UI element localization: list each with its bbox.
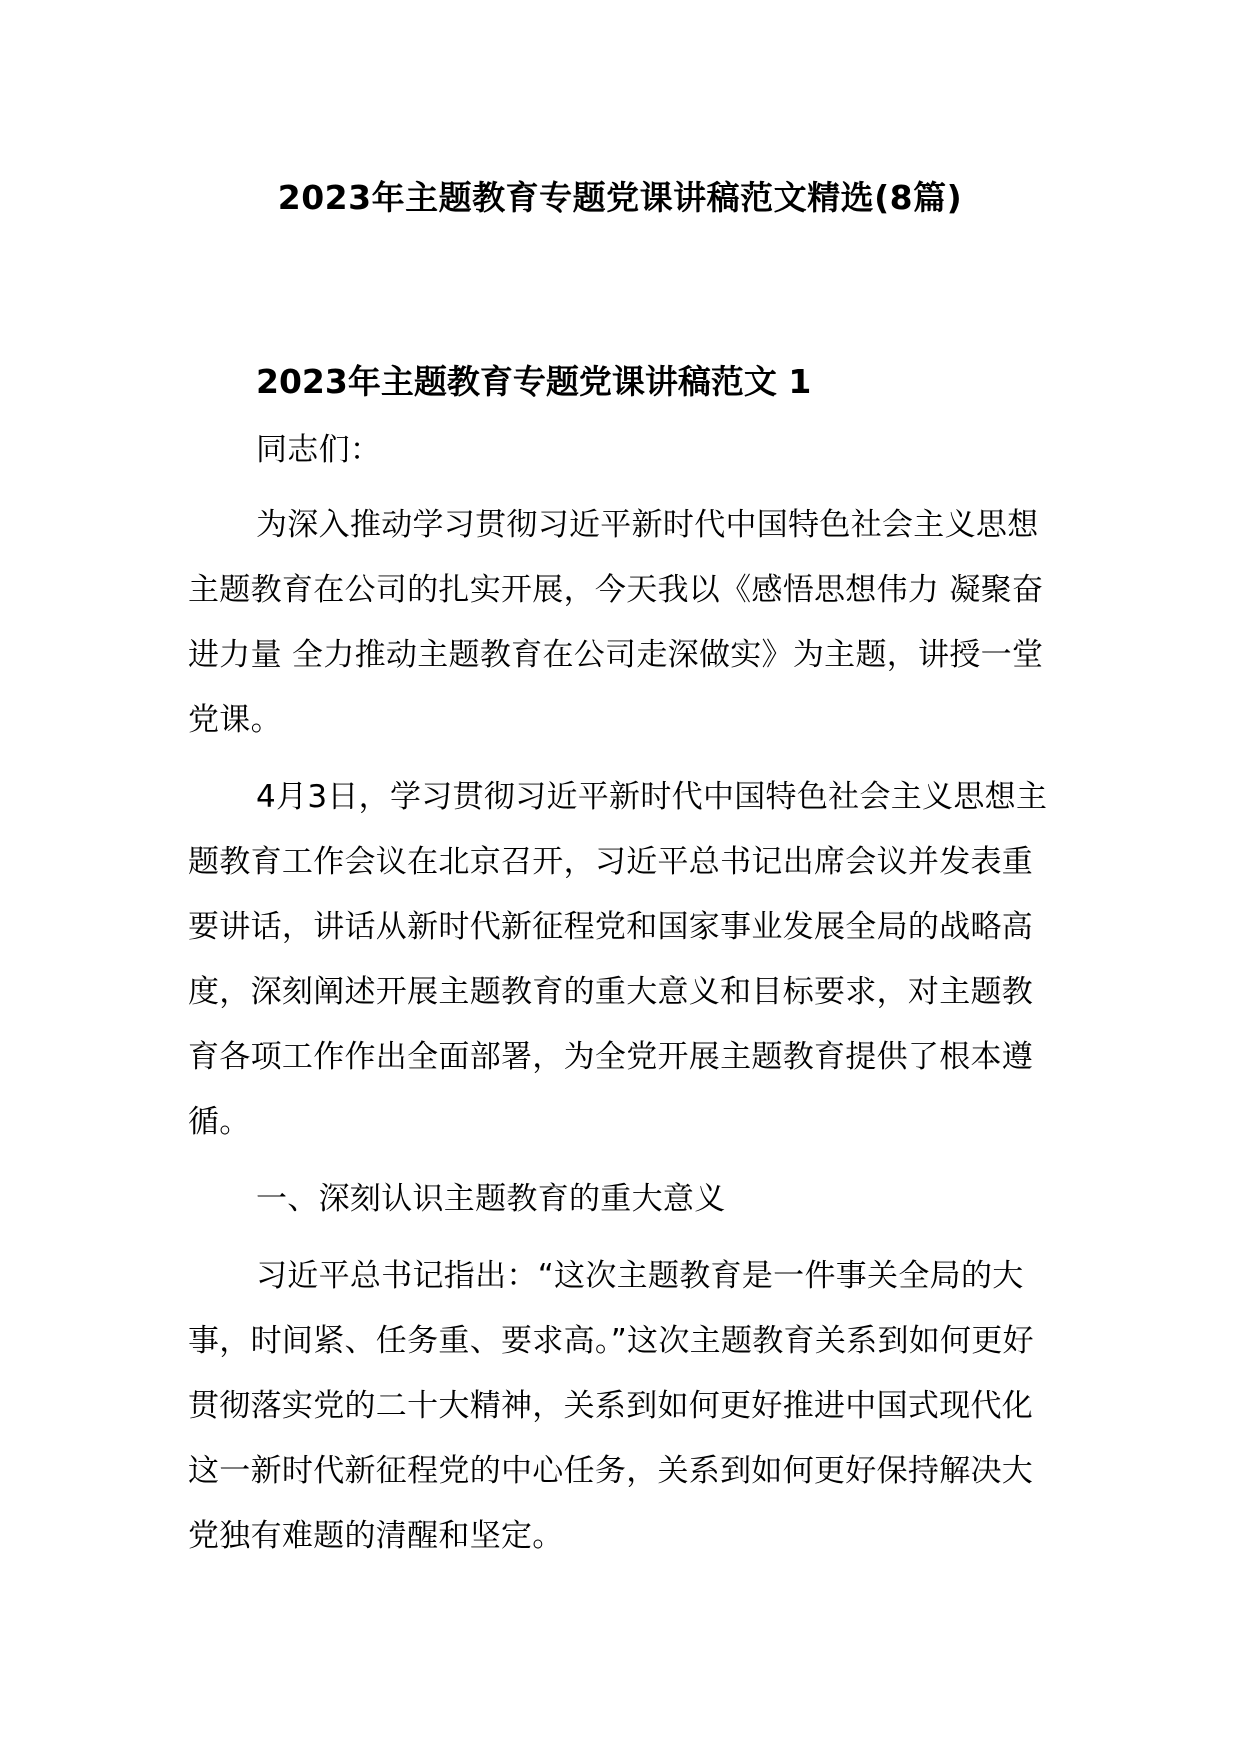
section-title: 2023年主题教育专题党课讲稿范文 1 [256, 362, 812, 401]
paragraph-3: 习近平总书记指出：“这次主题教育是一件事关全局的大事，时间紧、任务重、要求高。”这次主题教育关系到如何更好贯彻落实党的二十大精神，关系到如何更好推进中国式现代化这一新时代新征程党的中心任务，关系到如何更好保持解决大党独有难题的清醒和坚定。 [188, 1258, 1034, 1554]
section-heading-1: 一、深刻认识主题教育的重大意义 [256, 1181, 726, 1217]
paragraph-1: 为深入推动学习贯彻习近平新时代中国特色社会主义思想主题教育在公司的扎实开展，今天我以《感悟思想伟力 凝聚奋进力量 全力推动主题教育在公司走深做实》为主题，讲授一堂党课。 [188, 507, 1044, 738]
paragraph-2: 4月3日，学习贯彻习近平新时代中国特色社会主义思想主题教育工作会议在北京召开，习近平总书记出席会议并发表重要讲话，讲话从新时代新征程党和国家事业发展全局的战略高度，深刻阐述开展主题教育的重大意义和目标要求，对主题教育各项工作作出全面部署，为全党开展主题教育提供了根本遵循。 [188, 779, 1048, 1140]
document-title: 2023年主题教育专题党课讲稿范文精选(8篇) [277, 178, 963, 217]
document-body [188, 354, 1058, 1569]
greeting-line: 同志们： [256, 432, 382, 468]
